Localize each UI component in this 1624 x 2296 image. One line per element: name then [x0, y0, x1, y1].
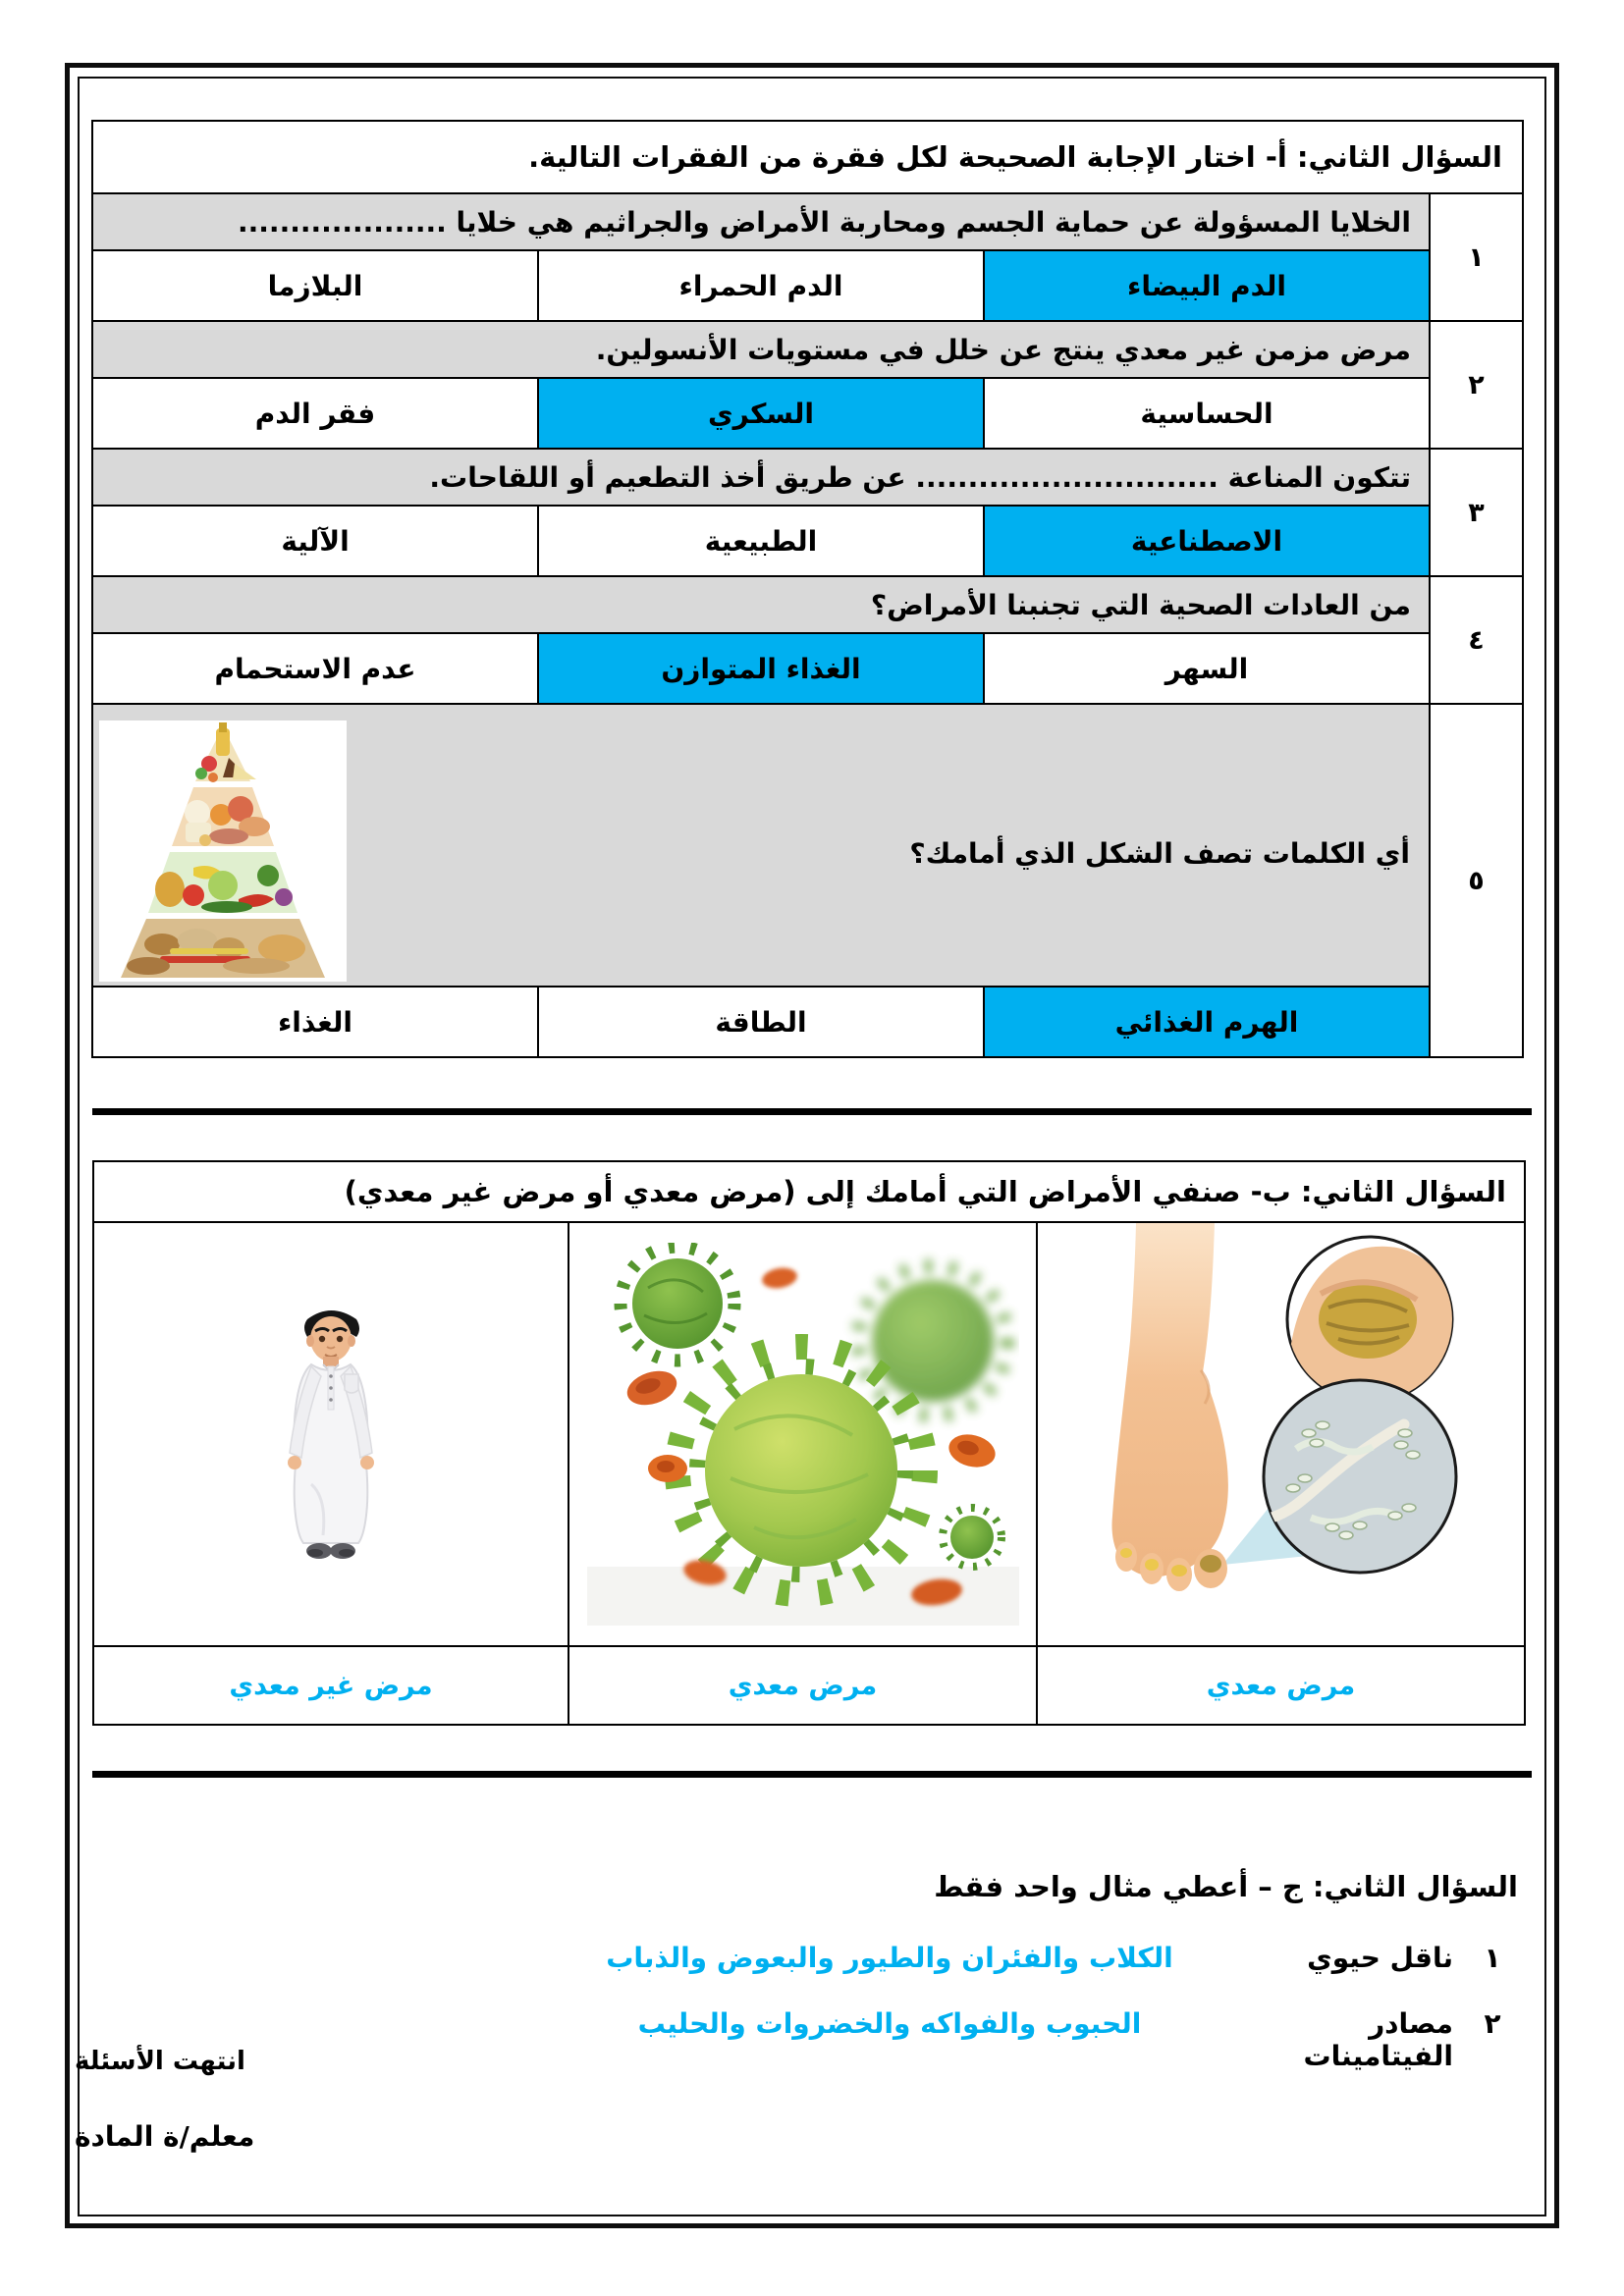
disease-image-cell: [1037, 1222, 1525, 1646]
question-number: ١: [1430, 193, 1523, 321]
option-cell: الاصطناعية: [984, 506, 1430, 576]
question-cell-with-image: [92, 704, 1430, 987]
section-divider: [92, 1108, 1532, 1115]
option-cell: السهر: [984, 633, 1430, 704]
item-answer: الكلاب والفئران والطيور والبعوض والذباب: [606, 1942, 1173, 1974]
question-number: ٣: [1430, 449, 1523, 576]
section-b-header: السؤال الثاني: ب- صنفي الأمراض التي أمامك إلى (مرض معدي أو مرض غير معدي): [93, 1161, 1525, 1222]
teacher-signature-label: معلم/ة المادة: [75, 2120, 255, 2153]
disease-label: مرض غير معدي: [93, 1646, 568, 1725]
option-cell: البلازما: [92, 250, 538, 321]
item-label: ناقل حيوي: [1307, 1942, 1453, 1974]
option-cell: فقر الدم: [92, 378, 538, 449]
option-cell: عدم الاستحمام: [92, 633, 538, 704]
question-number: ٥: [1430, 704, 1523, 1057]
food-pyramid-image: [99, 721, 347, 982]
food-pyramid-illustration: [99, 721, 347, 982]
man-in-thobe-image: [266, 1308, 396, 1561]
option-cell: السكري: [538, 378, 984, 449]
foot-fungus-image: [1075, 1223, 1488, 1643]
example-item: [99, 1942, 1518, 1974]
disease-image-cell: [568, 1222, 1037, 1646]
question-text: تتكون المناعة ............................. عن طريق أخذ التطعيم أو اللقاحات.: [92, 449, 1430, 506]
example-item: [99, 2007, 1518, 2072]
section-a-table: [91, 120, 1524, 1058]
section-c-header: السؤال الثاني: ج – أعطي مثال واحد فقط: [934, 1870, 1518, 1903]
item-answer: الحبوب والفواكه والخضروات والحليب: [637, 2007, 1142, 2040]
question-text: أي الكلمات تصف الشكل الذي أمامك؟: [909, 836, 1410, 870]
virus-image: [587, 1243, 1019, 1626]
item-label: مصادر الفيتامينات: [1303, 2007, 1453, 2072]
section-b-table: [92, 1160, 1526, 1726]
option-cell: الهرم الغذائي: [984, 987, 1430, 1057]
question-number: ٤: [1430, 576, 1523, 704]
option-cell: الطاقة: [538, 987, 984, 1057]
disease-image-cell: [93, 1222, 568, 1646]
option-cell: الآلية: [92, 506, 538, 576]
disease-label: مرض معدي: [1037, 1646, 1525, 1725]
question-text: من العادات الصحية التي تجنبنا الأمراض؟: [92, 576, 1430, 633]
option-cell: الحساسية: [984, 378, 1430, 449]
option-cell: الدم الحمراء: [538, 250, 984, 321]
section-a-header: السؤال الثاني: أ- اختار الإجابة الصحيحة لكل فقرة من الفقرات التالية.: [92, 121, 1523, 193]
item-number: ٢: [1484, 2007, 1501, 2040]
option-cell: الغذاء: [92, 987, 538, 1057]
question-text: مرض مزمن غير معدي ينتج عن خلل في مستويات الأنسولين.: [92, 321, 1430, 378]
question-text: الخلايا المسؤولة عن حماية الجسم ومحاربة الأمراض والجراثيم هي خلايا ....................: [92, 193, 1430, 250]
option-cell: الغذاء المتوازن: [538, 633, 984, 704]
section-divider: [92, 1771, 1532, 1778]
question-number: ٢: [1430, 321, 1523, 449]
option-cell: الدم البيضاء: [984, 250, 1430, 321]
questions-ended-note: انتهت الأسئلة: [75, 2047, 245, 2076]
option-cell: الطبيعية: [538, 506, 984, 576]
disease-label: مرض معدي: [568, 1646, 1037, 1725]
item-number: ١: [1484, 1942, 1501, 1974]
